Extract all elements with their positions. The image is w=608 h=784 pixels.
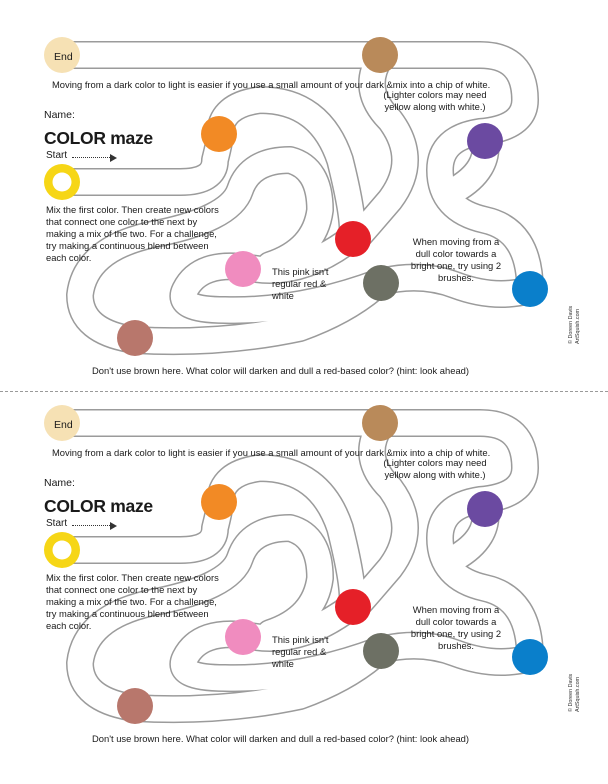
credit-site: ArtSquish.com — [574, 308, 581, 344]
pink-color-dot — [225, 251, 261, 287]
purple-color-dot — [467, 491, 503, 527]
red-color-dot — [335, 589, 371, 625]
lighter-colors-tip: (Lighter colors may need yellow along with white.) — [383, 457, 487, 480]
start-dot-center — [53, 173, 72, 192]
worksheet-title: COLOR maze — [44, 128, 153, 148]
start-dot-center — [53, 541, 72, 560]
lighter-colors-tip: (Lighter colors may need yellow along with white.) — [383, 89, 487, 112]
pink-color-dot — [225, 619, 261, 655]
end-label: End — [54, 419, 73, 431]
gray-green-color-dot — [363, 633, 399, 669]
maze-path — [0, 10, 608, 380]
start-arrow-icon — [72, 157, 110, 158]
credit-author: © Doreen Davis — [568, 305, 574, 344]
dull-to-bright-tip: When moving from a dull color towards a bright one, try using 2 brushes. — [410, 236, 502, 283]
brown-hint: Don't use brown here. What color will darken and dull a red-based color? (hint: look ahead) — [92, 365, 469, 376]
mix-first-instructions: Mix the first color. Then create new colors that connect one color to the next by making a mix of the two. For a challenge, try making a continuous blend between each color. — [46, 572, 219, 631]
name-label: Name: — [44, 477, 75, 489]
start-label: Start — [46, 518, 68, 529]
worksheet-title: COLOR maze — [44, 496, 153, 516]
credit — [568, 304, 581, 344]
orange-color-dot — [201, 484, 237, 520]
end-label: End — [54, 51, 73, 63]
name-label: Name: — [44, 109, 75, 121]
gray-green-color-dot — [363, 265, 399, 301]
worksheet-bottom — [0, 378, 608, 748]
red-color-dot — [335, 221, 371, 257]
maze-path — [0, 378, 608, 748]
dull-to-bright-tip: When moving from a dull color towards a bright one, try using 2 brushes. — [410, 604, 502, 651]
brown-color-dot — [362, 405, 398, 441]
brown-hint: Don't use brown here. What color will darken and dull a red-based color? (hint: look ahead) — [92, 733, 469, 744]
blue-color-dot — [512, 639, 548, 675]
worksheet-top — [0, 10, 608, 380]
start-label: Start — [46, 150, 68, 161]
mix-first-instructions: Mix the first color. Then create new colors that connect one color to the next by making a mix of the two. For a challenge, try making a continuous blend between each color. — [46, 204, 219, 263]
dark-to-light-tip: Moving from a dark color to light is easier if you use a small amount of your dark &mix into a chip of white. — [52, 79, 491, 90]
blue-color-dot — [512, 271, 548, 307]
mauve-brown-color-dot — [117, 320, 153, 356]
pink-note: This pink isn't regular red & white — [272, 634, 329, 669]
purple-color-dot — [467, 123, 503, 159]
orange-color-dot — [201, 116, 237, 152]
credit — [568, 672, 581, 712]
credit-site: ArtSquish.com — [574, 676, 581, 712]
pink-note: This pink isn't regular red & white — [272, 266, 329, 301]
mauve-brown-color-dot — [117, 688, 153, 724]
credit-author: © Doreen Davis — [568, 673, 574, 712]
brown-color-dot — [362, 37, 398, 73]
start-arrow-icon — [72, 525, 110, 526]
dark-to-light-tip: Moving from a dark color to light is easier if you use a small amount of your dark &mix into a chip of white. — [52, 447, 491, 458]
